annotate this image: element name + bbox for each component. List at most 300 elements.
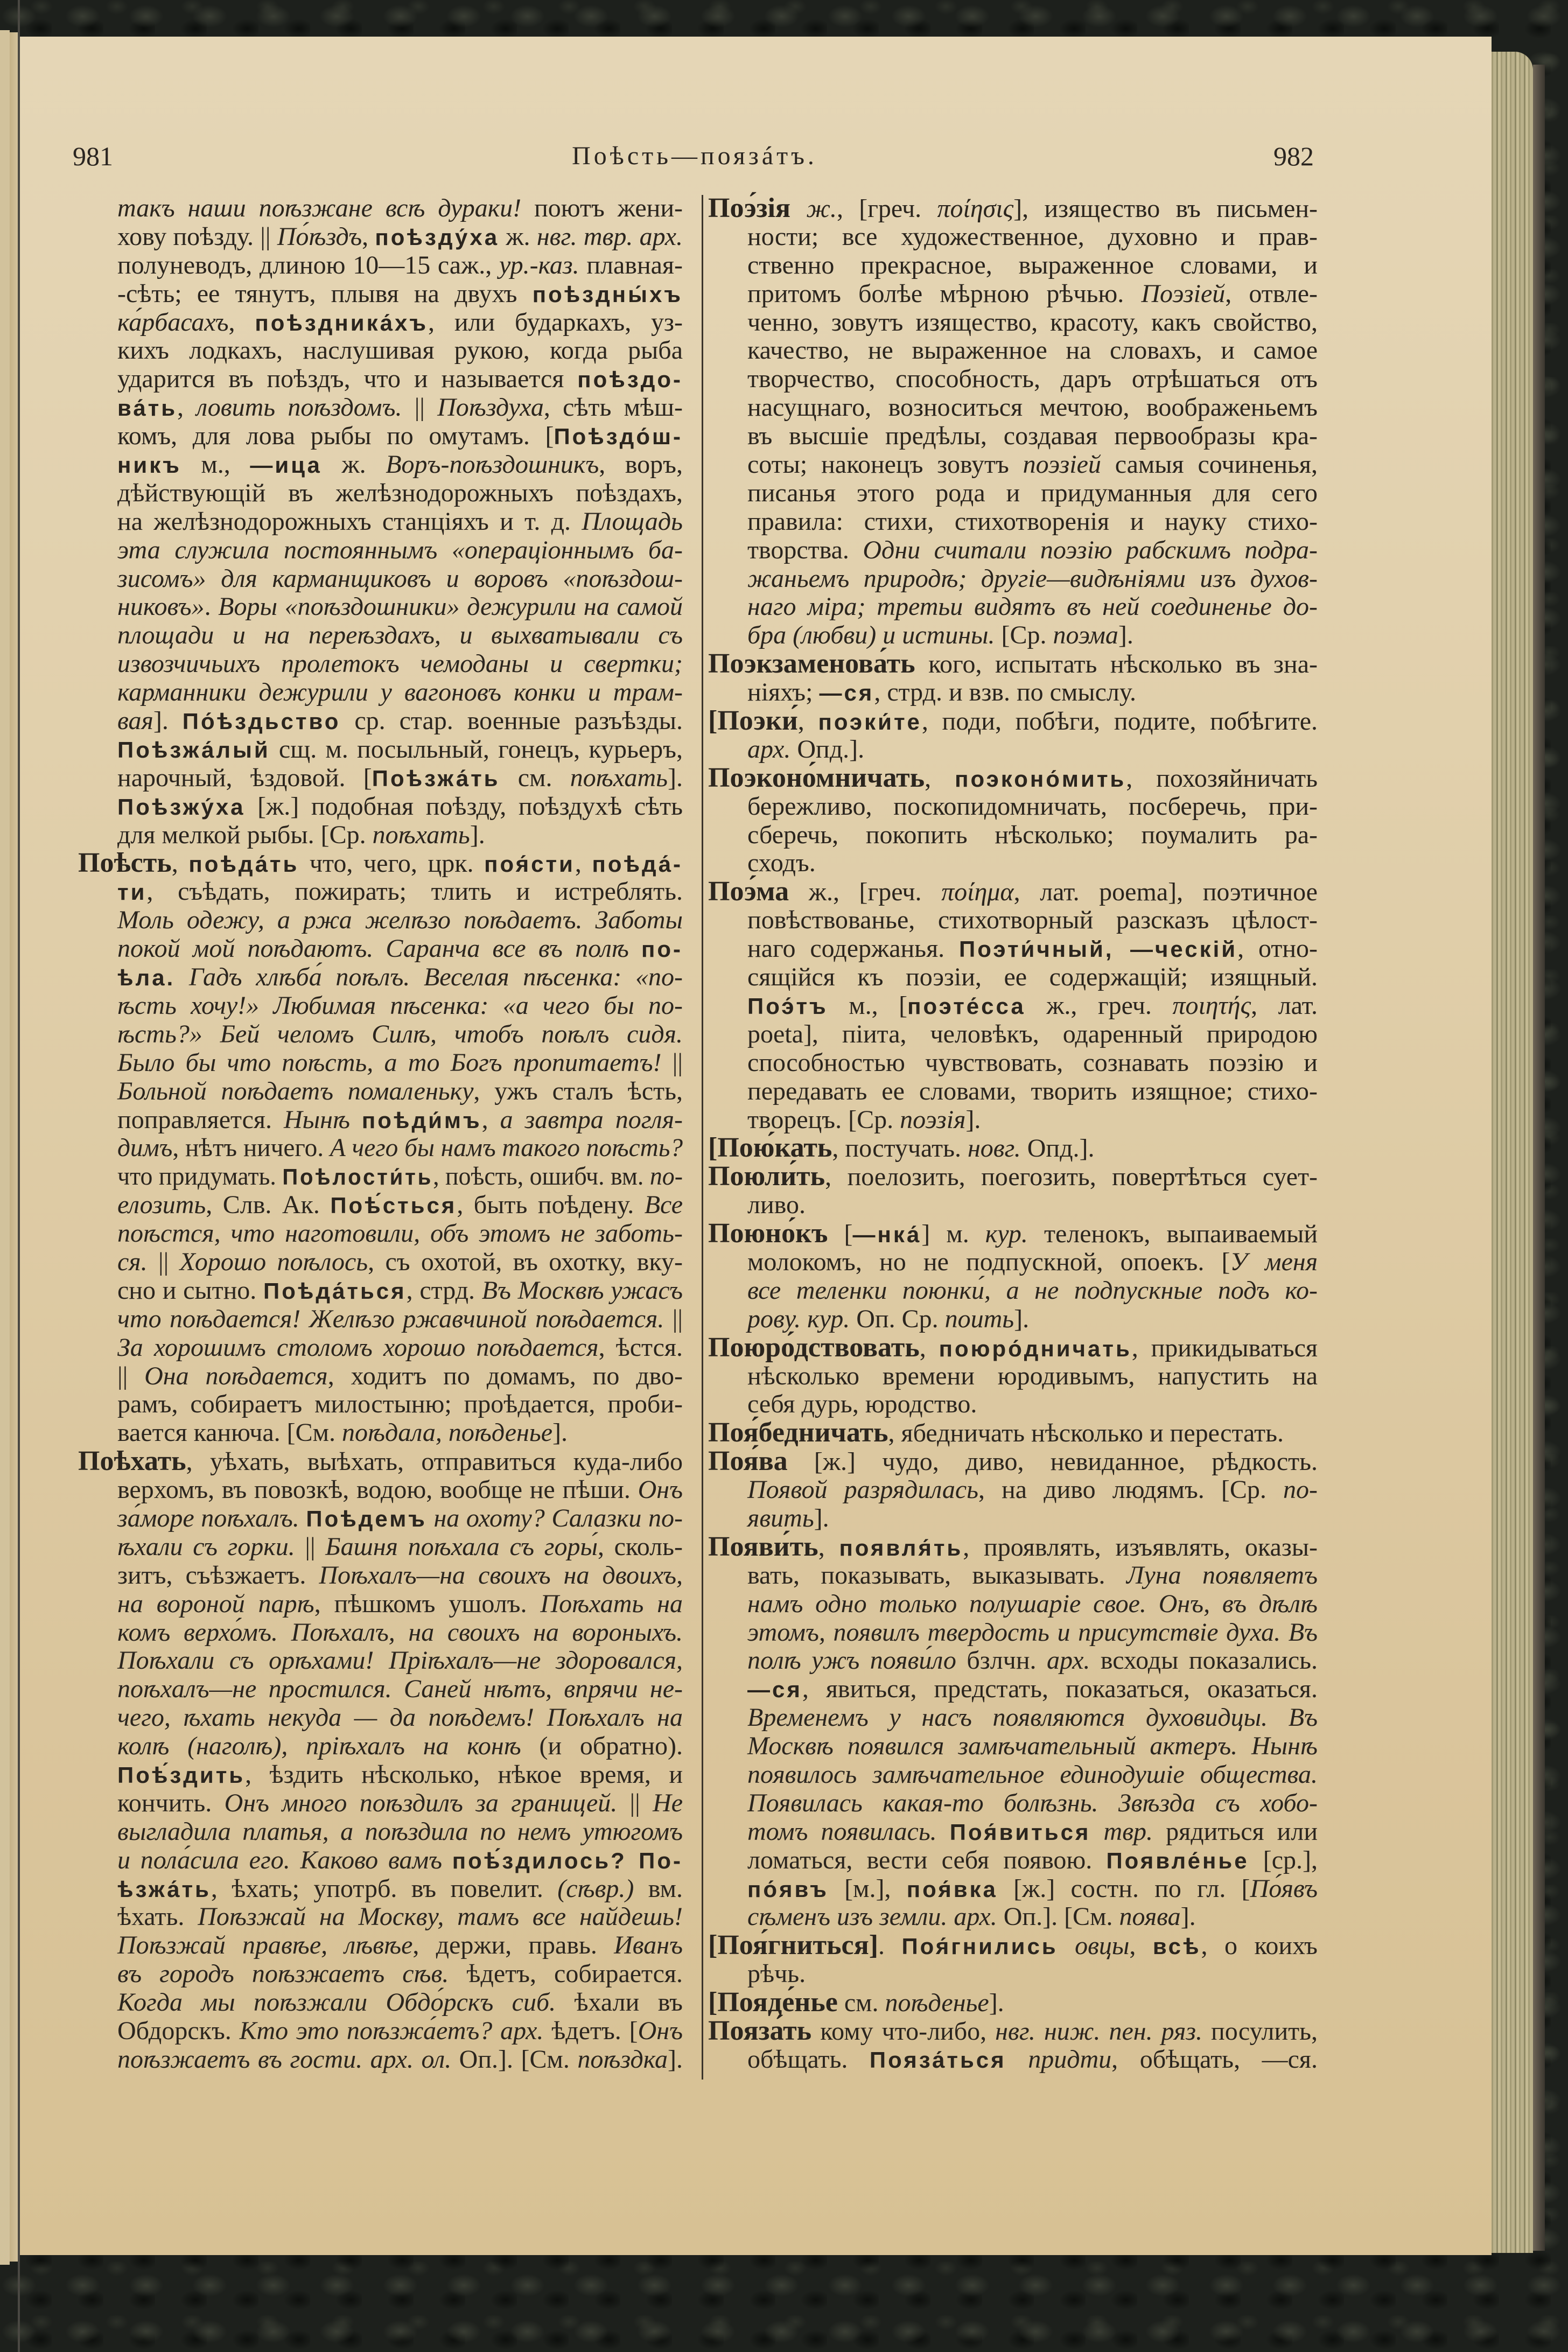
- text-line: [78, 337, 683, 365]
- italic-text: овцы: [1075, 1931, 1130, 1961]
- line-content: [117, 309, 683, 338]
- italic-text: поѣхать: [570, 763, 668, 792]
- text-line: [708, 849, 1318, 878]
- text-line: [78, 1789, 683, 1818]
- italic-text: ποιητής: [1172, 991, 1251, 1020]
- headword: Поэконо́мничать: [708, 762, 925, 793]
- italic-text: ж.: [790, 194, 837, 223]
- italic-text: комъ верхо́мъ. Поѣхалъ, на своихъ на вороныхъ.: [117, 1618, 683, 1647]
- text-line: [78, 678, 683, 707]
- text-line: [708, 1248, 1318, 1277]
- line-content: [747, 736, 864, 764]
- text-line: [708, 479, 1318, 508]
- text: , уѣхать, выѣхать, отправиться куда-либо: [186, 1447, 683, 1476]
- text: сно и сытно.: [117, 1276, 264, 1305]
- text: что, чего, црк.: [299, 849, 485, 878]
- italic-text: бра (любви) и истины.: [747, 621, 995, 650]
- text-line: [78, 2046, 683, 2074]
- line-content: [117, 906, 683, 935]
- text: , [греч.: [836, 194, 937, 223]
- line-content: [117, 251, 683, 280]
- text: ѣдетъ. [: [543, 2017, 638, 2045]
- line-content: [117, 650, 683, 678]
- text-line: [78, 479, 683, 508]
- text: , или бударкахъ, уз-: [428, 307, 683, 337]
- bold-form: Пояза́ться: [869, 2047, 1006, 2073]
- line-content: [747, 1903, 1196, 1931]
- line-content: [117, 565, 683, 593]
- line-content: [747, 309, 1318, 337]
- italic-text: рову. кур.: [747, 1304, 850, 1333]
- line-content: [117, 1761, 683, 1790]
- text: комъ, для лова рыбы по омутамъ. [: [117, 422, 554, 451]
- text-line: [78, 1334, 683, 1362]
- text: ||: [664, 1304, 683, 1333]
- text-line: [78, 1989, 683, 2017]
- line-content: [117, 337, 683, 365]
- italic-text: Луна появляетъ: [1126, 1560, 1318, 1590]
- text-line: [78, 394, 683, 422]
- italic-text: Онъ много поѣздилъ за границей.: [224, 1788, 618, 1817]
- italic-text: Было бы что поѣсть, а то Богъ пропитаетъ!: [117, 1048, 662, 1077]
- line-content: [117, 878, 683, 907]
- text: ж., [греч.: [789, 878, 942, 907]
- text-line: [708, 337, 1318, 365]
- italic-text: Онъ: [638, 2017, 683, 2045]
- italic-text: поява: [1119, 1902, 1181, 1931]
- italic-text: поѣзжаетъ въ гости. арх. ол.: [117, 2045, 452, 2074]
- italic-text: на охоту? Салазки по-: [433, 1503, 683, 1532]
- text-line: [78, 1704, 683, 1732]
- italic-text: полѣ ужъ появи́ло: [747, 1646, 956, 1675]
- line-content: [747, 793, 1318, 821]
- bold-form: Поя́гнились: [901, 1934, 1058, 1959]
- line-content: [708, 1533, 1318, 1563]
- text-line: [78, 736, 683, 764]
- line-content: [117, 1220, 683, 1248]
- text: повѣствованье, стихотворный разсказъ цѣлост-: [747, 906, 1318, 935]
- text-line: [78, 1875, 683, 1903]
- headword: Поя́бедничать: [708, 1417, 888, 1448]
- italic-text: поѣстся, что наготовили, объ этомъ не заботь-: [117, 1219, 683, 1248]
- italic-text: Хорошо поѣлось: [179, 1247, 368, 1276]
- text: зитъ, съѣзжаетъ.: [117, 1560, 319, 1590]
- bold-form: Поѣзжа́ть: [372, 765, 500, 791]
- italic-text: выгладила платья, а поѣздила по немъ утюгомъ: [117, 1817, 683, 1846]
- text-line: [708, 1277, 1318, 1305]
- text: ||: [147, 1247, 180, 1276]
- line-content: [117, 1106, 683, 1135]
- line-content: [117, 1049, 683, 1077]
- text-line: [78, 1248, 683, 1277]
- left-page-edges: [0, 30, 10, 2265]
- line-content: [117, 793, 683, 822]
- text: , Слв. Ак.: [206, 1191, 331, 1220]
- italic-text: въ городъ поѣзжаетъ сѣв.: [117, 1959, 449, 1989]
- text: , стрд. и взв. по смыслу.: [874, 678, 1137, 707]
- text-line: [78, 1305, 683, 1334]
- line-content: [117, 1562, 683, 1590]
- text-line: [708, 1049, 1318, 1077]
- page-number-right: 982: [1273, 141, 1314, 171]
- bold-form: по́явъ: [747, 1876, 829, 1902]
- text-line: [708, 1647, 1318, 1675]
- text-line: [708, 621, 1318, 650]
- text: кому что-либо,: [811, 2017, 996, 2046]
- italic-text: а завтра погля-: [500, 1105, 683, 1134]
- italic-text: Больной поѣдаетъ помаленьку: [117, 1076, 474, 1105]
- text: для мелкой рыбы. [Ср.: [117, 820, 373, 849]
- italic-text: ур.-каз.: [499, 250, 579, 279]
- line-content: [708, 1220, 1318, 1249]
- text: , ѣздить нѣсколько, нѣкое время, и: [245, 1760, 683, 1789]
- italic-text: Москвѣ появился замѣчательный актеръ. Нынѣ: [747, 1732, 1318, 1761]
- entry-line: [708, 2017, 1318, 2046]
- text: ||: [617, 1788, 653, 1817]
- text: дѣйствующій въ желѣзнодорожныхъ поѣздахъ,: [117, 478, 683, 507]
- line-content: [747, 849, 816, 878]
- text: кихъ лодкахъ, наслушивая рукою, когда рыба: [117, 336, 683, 365]
- text: ].: [668, 763, 683, 792]
- text: ||: [295, 1532, 326, 1561]
- text: поправляется.: [117, 1105, 284, 1134]
- text: ].: [153, 706, 183, 736]
- text: [299, 1504, 306, 1532]
- text-line: [78, 1903, 683, 1931]
- line-content: [117, 1077, 683, 1106]
- text-line: [78, 1476, 683, 1504]
- entry-line: [78, 849, 683, 878]
- text-line: [78, 1533, 683, 1562]
- text: ломаться, вести себя появою.: [747, 1845, 1107, 1874]
- text: , ѣстся.: [598, 1333, 683, 1362]
- text: ||: [661, 1048, 683, 1077]
- bold-form: Поѣзжу́ха: [117, 794, 246, 820]
- entry-line: [708, 878, 1318, 906]
- line-content: [117, 365, 683, 394]
- line-content: [117, 764, 683, 793]
- text-line: [78, 422, 683, 451]
- italic-text: А чего бы намъ такого поѣсть?: [330, 1133, 683, 1163]
- entry-line: [78, 1447, 683, 1476]
- italic-text: арх.: [747, 734, 791, 764]
- text-line: [708, 1476, 1318, 1504]
- line-content: [708, 1163, 1318, 1192]
- left-page-edges-inner: [10, 32, 18, 2262]
- text: [ж.] состн. по гл. [: [997, 1874, 1250, 1903]
- text: плавная-: [579, 250, 683, 279]
- bold-form: ѣзжа́ть: [117, 1876, 211, 1902]
- text: самыя сочиненья,: [1101, 450, 1318, 479]
- italic-text: Она поѣдается: [144, 1361, 328, 1390]
- text: сщ. м. посыльный, гонецъ, курьеръ,: [270, 734, 683, 764]
- line-content: [117, 1875, 683, 1904]
- italic-text: поить: [944, 1304, 1014, 1333]
- line-content: [747, 422, 1318, 451]
- text: , лат. poema], поэтичное: [1013, 878, 1318, 907]
- text-line: [708, 736, 1318, 764]
- italic-text: этомъ, появилъ твердость и присутствіе духа. Въ: [747, 1618, 1318, 1647]
- bold-form: поѣда́-: [592, 851, 683, 877]
- text: , съѣдать, пожирать; тлить и истреблять.: [146, 877, 683, 906]
- text-line: [708, 821, 1318, 850]
- italic-text: поэма: [1053, 621, 1118, 650]
- line-content: [117, 1533, 683, 1562]
- headword: [Поя́гниться]: [708, 1930, 879, 1961]
- text-line: [708, 1106, 1318, 1135]
- text-line: [78, 1390, 683, 1419]
- text-line: [78, 650, 683, 678]
- line-content: [708, 1931, 1318, 1961]
- bold-form: поя́сти: [484, 851, 575, 877]
- text: хову поѣзду. ||: [117, 222, 277, 251]
- running-head: Поѣсть—поязáтъ.: [572, 142, 817, 170]
- text-line: [78, 906, 683, 935]
- italic-text: поэзія: [900, 1105, 966, 1134]
- bold-form: Поѣ́сться: [330, 1193, 457, 1219]
- italic-text: Когда мы поѣзжали Обдо́рскъ сиб.: [117, 1988, 556, 2017]
- text: poeta], піита, человѣкъ, одаренный природою: [747, 1019, 1318, 1048]
- text-line: [708, 451, 1318, 479]
- text: ственно прекрасное, выраженное словами, и: [747, 250, 1318, 279]
- text-line: [78, 1960, 683, 1989]
- text: , о коихъ: [1201, 1931, 1318, 1961]
- line-content: [117, 1305, 683, 1334]
- text: [ср.],: [1249, 1845, 1318, 1874]
- text: , съ охотой, въ охотку, вку-: [368, 1247, 683, 1276]
- text-line: [78, 251, 683, 280]
- line-content: [747, 1277, 1318, 1305]
- right-page-edges: [1489, 52, 1533, 2253]
- text: вм.: [634, 1874, 683, 1903]
- text: , постучать.: [832, 1134, 968, 1163]
- text: см.: [500, 763, 570, 792]
- text: , пѣшкомъ ушолъ.: [314, 1589, 541, 1618]
- text: ж., греч.: [1025, 991, 1173, 1020]
- text: , ябедничать нѣсколько и перестать.: [888, 1419, 1284, 1448]
- text-line: [78, 1077, 683, 1106]
- text-line: [78, 280, 683, 309]
- cover-shadow: [1533, 65, 1545, 2251]
- text: нѣсколько времени юродивымъ, напустить на: [747, 1361, 1318, 1390]
- line-content: [117, 1931, 683, 1960]
- italic-text: Одни считали поэзію рабскимъ подра-: [863, 535, 1318, 564]
- bold-form: Поэ́тъ: [747, 993, 828, 1019]
- line-content: [117, 1732, 683, 1761]
- italic-text: Кто это поѣзжа́етъ? арх.: [239, 2017, 544, 2045]
- headword: [Пою́кать: [708, 1132, 832, 1164]
- page-number-left: 981: [73, 141, 113, 171]
- line-content: [747, 1362, 1318, 1391]
- italic-text: Воры «поѣздошники» дежурили на самой: [218, 592, 683, 621]
- bold-form: поѣ́здилось? По-: [452, 1847, 683, 1873]
- line-content: [747, 508, 1318, 536]
- italic-text: извозчичьихъ пролетокъ чемоданы и свертки;: [117, 649, 683, 678]
- line-content: [708, 764, 1318, 794]
- text-line: [78, 593, 683, 621]
- text-line: [78, 793, 683, 821]
- entry-line: [708, 1533, 1318, 1562]
- entry-line: [708, 1989, 1318, 2017]
- text-line: [708, 1191, 1318, 1220]
- text: , проявлять, изъявлять, оказы-: [963, 1532, 1318, 1562]
- text: творчество, способность, даръ отрѣшаться отъ: [747, 365, 1318, 394]
- line-content: [747, 337, 1318, 365]
- italic-text: кур.: [985, 1220, 1028, 1249]
- italic-text: эта служила постояннымъ «операціоннымъ ба-: [117, 535, 683, 564]
- headword: Поюли́ть: [708, 1161, 825, 1192]
- text: [442, 1846, 452, 1874]
- text-line: [708, 365, 1318, 394]
- text-line: [78, 1277, 683, 1305]
- bold-form: Поэти́чный, —ческій: [959, 936, 1238, 962]
- text: кого, испытать нѣсколько въ зна-: [915, 650, 1318, 679]
- line-content: [117, 935, 683, 964]
- bold-form: —нка́: [852, 1222, 922, 1248]
- line-content: [117, 280, 683, 309]
- text-line: [78, 1818, 683, 1846]
- line-content: [708, 1447, 1318, 1476]
- text-line: [78, 1163, 683, 1191]
- italic-text: арх.: [1047, 1646, 1090, 1675]
- entry-line: [708, 764, 1318, 793]
- italic-text: такъ наши поѣзжане всѣ дураки!: [117, 194, 522, 222]
- text: ].: [965, 1105, 981, 1134]
- line-content: [747, 1818, 1318, 1847]
- headword: Поѣсть: [78, 848, 172, 879]
- line-content: [747, 1960, 806, 1989]
- text-line: [708, 2046, 1318, 2074]
- line-content: [117, 1989, 683, 2017]
- headword: Пояза́ть: [708, 2015, 812, 2046]
- line-content: [117, 451, 683, 480]
- line-content: [117, 1248, 683, 1277]
- line-content: [117, 678, 683, 707]
- line-content: [117, 194, 683, 223]
- text: , обѣщать, —ся.: [1111, 2045, 1318, 2074]
- bold-form: поѣздника́хъ: [255, 310, 428, 335]
- line-content: [117, 1020, 683, 1049]
- italic-text: Временемъ у насъ появляются духовидцы. Въ: [747, 1703, 1318, 1732]
- text-line: [708, 1789, 1318, 1818]
- text: [1090, 1817, 1103, 1846]
- text-line: [78, 764, 683, 793]
- text-line: [708, 1960, 1318, 1989]
- text-line: [708, 1590, 1318, 1619]
- bold-form: всѣ: [1152, 1934, 1201, 1959]
- bold-form: поэте́сса: [907, 993, 1026, 1019]
- text-line: [708, 593, 1318, 621]
- text-line: [78, 1931, 683, 1960]
- text: правила: стихи, стихотворенія и науку стихо-: [747, 507, 1318, 536]
- bold-form: ва́ть: [117, 395, 178, 421]
- line-content: [117, 1789, 683, 1818]
- line-content: [747, 906, 1318, 935]
- text: Оп.]. [См.: [451, 2045, 578, 2074]
- line-content: [117, 963, 683, 992]
- italic-text: поѣденье: [885, 1989, 989, 2018]
- italic-text: Въ Москвѣ ужасъ: [481, 1276, 683, 1305]
- text: передавать ее словами, творить изящное; стихо-: [747, 1076, 1318, 1105]
- text-line: [78, 1619, 683, 1647]
- line-content: [117, 1334, 683, 1362]
- line-content: [747, 1647, 1318, 1675]
- text: [ж.] чудо, диво, невиданное, рѣдкость.: [787, 1447, 1318, 1476]
- text-line: [78, 1504, 683, 1533]
- entry-line: [708, 1163, 1318, 1191]
- text-line: [78, 223, 683, 251]
- bold-form: Появле́нье: [1106, 1847, 1249, 1873]
- line-content: [747, 1619, 1318, 1647]
- text-line: [78, 536, 683, 565]
- italic-text: покой мой поѣдаютъ. Саранча все въ полѣ: [117, 934, 641, 963]
- italic-text: Воръ-поѣздошникъ: [386, 450, 599, 479]
- italic-text: Поѣхали съ орѣхами! Пріѣхалъ—не здоровался,: [117, 1646, 683, 1675]
- bold-form: —ся: [747, 1677, 802, 1703]
- text-line: [708, 1362, 1318, 1391]
- line-content: [747, 1562, 1318, 1590]
- italic-text: Поѣздуха: [437, 393, 544, 422]
- line-content: [747, 992, 1318, 1021]
- text: рамъ, собираетъ милостыню; проѣдается, проби-: [117, 1390, 683, 1419]
- text: обѣщать.: [747, 2045, 870, 2074]
- text-line: [708, 793, 1318, 821]
- text-line: [78, 707, 683, 736]
- text: творецъ. [Ср.: [747, 1105, 900, 1134]
- text: ударится въ поѣздъ, что и называется: [117, 365, 578, 394]
- text-line: [708, 1504, 1318, 1533]
- bold-form: поѣда́ть: [188, 851, 299, 877]
- italic-text: За хорошимъ столомъ хорошо поѣдается: [117, 1333, 599, 1362]
- text: , явиться, предстать, показаться, оказаться.: [802, 1675, 1318, 1704]
- text-line: [708, 906, 1318, 935]
- line-content: [708, 1419, 1284, 1448]
- line-content: [747, 1049, 1318, 1077]
- line-content: [747, 963, 1318, 992]
- bold-form: появля́ть: [839, 1535, 963, 1560]
- text-line: [78, 878, 683, 906]
- text-line: [708, 1675, 1318, 1704]
- text-line: [708, 251, 1318, 280]
- text: что придумать.: [117, 1162, 283, 1191]
- italic-text: поѣздка: [577, 2045, 668, 2074]
- line-content: [78, 1447, 683, 1476]
- line-content: [117, 1191, 683, 1220]
- line-content: [117, 1419, 568, 1447]
- text: , похозяйничать: [1126, 764, 1318, 793]
- line-content: [747, 1846, 1318, 1875]
- italic-text: нвг. ниж. пен. ряз.: [995, 2017, 1203, 2046]
- headword: [Поэки́: [708, 705, 798, 737]
- line-content: [117, 621, 683, 650]
- text: , ходитъ по домамъ, по дво-: [327, 1361, 683, 1390]
- line-content: [747, 1504, 829, 1533]
- text: м., [: [828, 991, 908, 1020]
- text: бзлчн.: [956, 1646, 1047, 1675]
- italic-text: ѣсть?» Бей челомъ Силѣ, чтобъ поѣлъ сидя.: [117, 1019, 683, 1048]
- line-content: [747, 280, 1318, 309]
- text: ливо.: [747, 1191, 806, 1220]
- line-content: [117, 394, 683, 423]
- line-content: [747, 1875, 1318, 1904]
- line-content: [117, 1818, 683, 1846]
- text-line: [708, 1903, 1318, 1931]
- text-line: [708, 1875, 1318, 1903]
- bold-form: Поѣда́ться: [263, 1278, 407, 1304]
- text: сящійся къ поэзіи, ее содержащій; изящный.: [747, 963, 1318, 992]
- text-line: [78, 1220, 683, 1248]
- italic-text: ловить поѣздомъ.: [196, 393, 402, 422]
